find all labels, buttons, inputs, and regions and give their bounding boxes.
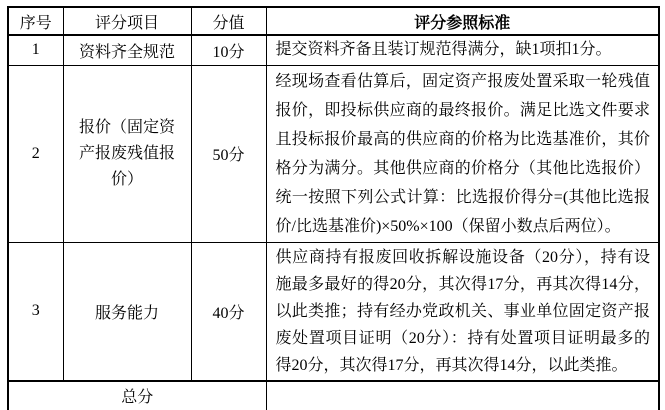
- cell-score-1: 10分: [191, 35, 266, 65]
- cell-serial-2: 2: [8, 65, 63, 242]
- cell-standard-3: 供应商持有报废回收拆解设施设备（20分），持有设施最多最好的得20分，其次得17分，再其次得14分，以此类推；持有经办党政机关、事业单位固定资产报废处置项目证明（20分）：持有处置项目证明最多的得20分，其次得17分，再其次得14分，以此类推。: [266, 242, 659, 381]
- cell-serial-3: 3: [8, 242, 63, 381]
- table-row-1: [8, 35, 659, 65]
- header-score: 分值: [191, 7, 266, 35]
- cell-score-3: 40分: [191, 242, 266, 381]
- header-item: 评分项目: [63, 7, 191, 35]
- header-row: [8, 7, 659, 35]
- header-serial-number: 序号: [8, 7, 63, 35]
- header-standard: 评分参照标准: [266, 7, 659, 35]
- scoring-table: [7, 6, 660, 410]
- table-row-3: [8, 242, 659, 381]
- table-row-2: [8, 65, 659, 242]
- cell-score-2: 50分: [191, 65, 266, 242]
- cell-item-1: 资料齐全规范: [63, 35, 191, 65]
- cell-standard-2: 经现场查看估算后，固定资产报废处置采取一轮残值报价，即投标供应商的最终报价。满足比选文件要求且投标报价最高的供应商的价格为比选基准价，其价格分为满分。其他供应商的价格分（其他比选报价）统一按照下列公式计算：比选报价得分=(其他比选报价/比选基准价)×50%×100（保留小数点后两位）。: [266, 65, 659, 242]
- cell-standard-1: 提交资料齐备且装订规范得满分，缺1项扣1分。: [266, 35, 659, 65]
- total-score-row: [8, 381, 659, 410]
- total-score-value: [266, 381, 659, 410]
- cell-item-2: 报价（固定资产报废残值报价）: [63, 65, 191, 242]
- cell-item-3: 服务能力: [63, 242, 191, 381]
- cell-serial-1: 1: [8, 35, 63, 65]
- total-score-label: 总分: [8, 381, 266, 410]
